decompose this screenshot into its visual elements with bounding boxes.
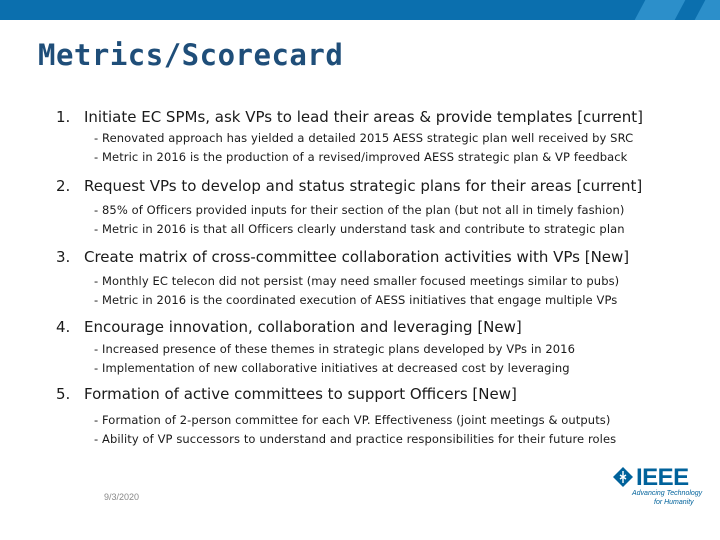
item-number: 4. xyxy=(56,318,71,336)
item-heading: Encourage innovation, collaboration and leveraging [New] xyxy=(84,318,522,336)
item-detail: - Monthly EC telecon did not persist (may need smaller focused meetings similar to pubs) xyxy=(94,274,620,288)
footer-date: 9/3/2020 xyxy=(104,492,140,502)
item-heading: Formation of active committees to support Officers [New] xyxy=(84,385,517,403)
ieee-diamond-icon xyxy=(612,466,634,488)
ieee-wordmark: IEEE xyxy=(636,464,689,491)
item-detail: - Metric in 2016 is the coordinated execution of AESS initiatives that engage multiple VPs xyxy=(94,293,618,307)
item-number: 2. xyxy=(56,177,71,195)
logo-tagline: Advancing Technology xyxy=(632,490,703,497)
item-heading: Request VPs to develop and status strategic plans for their areas [current] xyxy=(84,177,643,195)
item-detail: - Renovated approach has yielded a detailed 2015 AESS strategic plan well received by SRC xyxy=(94,131,634,145)
item-detail: - Metric in 2016 is that all Officers clearly understand task and contribute to strategic plan xyxy=(94,222,625,236)
item-detail: - 85% of Officers provided inputs for their section of the plan (but not all in timely fashion) xyxy=(94,203,625,217)
item-detail: - Formation of 2-person committee for each VP. Effectiveness (joint meetings & outputs) xyxy=(94,413,611,427)
ieee-logo xyxy=(612,466,707,528)
item-heading: Initiate EC SPMs, ask VPs to lead their areas & provide templates [current] xyxy=(84,108,644,126)
item-detail: - Metric in 2016 is the production of a revised/improved AESS strategic plan & VP feedback xyxy=(94,150,628,164)
item-detail: - Increased presence of these themes in strategic plans developed by VPs in 2016 xyxy=(94,342,575,356)
item-detail: - Ability of VP successors to understand and practice responsibilities for their future roles xyxy=(94,432,617,446)
item-number: 3. xyxy=(56,248,71,266)
item-detail: - Implementation of new collaborative initiatives at decreased cost by leveraging xyxy=(94,361,570,375)
item-heading: Create matrix of cross-committee collaboration activities with VPs [New] xyxy=(84,248,630,266)
page-title: Metrics/Scorecard xyxy=(38,38,344,72)
logo-tagline: for Humanity xyxy=(654,499,694,506)
item-number: 1. xyxy=(56,108,71,126)
item-number: 5. xyxy=(56,385,71,403)
top-banner xyxy=(0,0,720,20)
